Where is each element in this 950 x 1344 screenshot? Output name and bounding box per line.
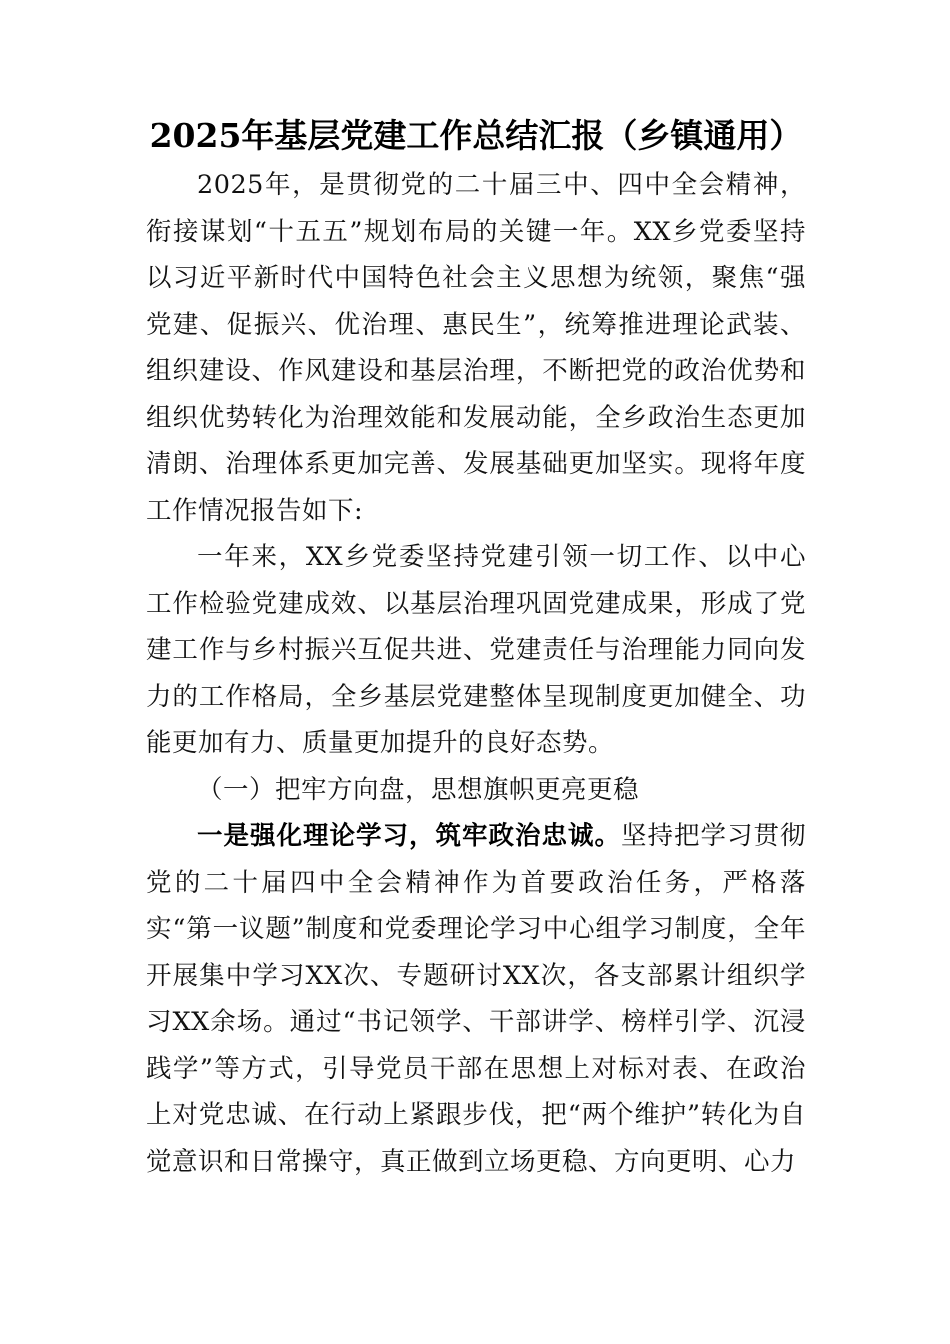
section-paragraph-body: 坚持把学习贯彻党的二十届四中全会精神作为首要政治任务，严格落实“第一议题”制度和党委理论学习中心组学习制度，全年开展集中学习XX次、专题研讨XX次，各支部累计组织学习XX余场。通过“书记领学、干部讲学、榜样引学、沉浸践学”等方式，引导党员干部在思想上对标对表、在政治上对党忠诚、在行动上紧跟步伐，把“两个维护”转化为自觉意识和日常操守，真正做到立场更稳、方向更明、心力 <box>146 821 806 1177</box>
document-body <box>146 114 806 1185</box>
section-paragraph <box>146 813 806 1185</box>
document-title: 2025年基层党建工作总结汇报（乡镇通用） <box>149 116 803 155</box>
section-paragraph-lead: 一是强化理论学习，筑牢政治忠诚。 <box>197 821 621 851</box>
section-heading: （一）把牢方向盘，思想旗帜更亮更稳 <box>197 774 640 805</box>
summary-paragraph: 一年来，XX乡党委坚持党建引领一切工作、以中心工作检验党建成效、以基层治理巩固党建成果，形成了党建工作与乡村振兴互促共进、党建责任与治理能力同向发力的工作格局，全乡基层党建整体呈现制度更加健全、功能更加有力、质量更加提升的良好态势。 <box>146 542 806 758</box>
intro-paragraph: 2025年，是贯彻党的二十届三中、四中全会精神，衔接谋划“十五五”规划布局的关键一年。XX乡党委坚持以习近平新时代中国特色社会主义思想为统领，聚焦“强党建、促振兴、优治理、惠民生”，统筹推进理论武装、组织建设、作风建设和基层治理，不断把党的政治优势和组织优势转化为治理效能和发展动能，全乡政治生态更加清朗、治理体系更加完善、发展基础更加坚实。现将年度工作情况报告如下: <box>146 170 806 526</box>
